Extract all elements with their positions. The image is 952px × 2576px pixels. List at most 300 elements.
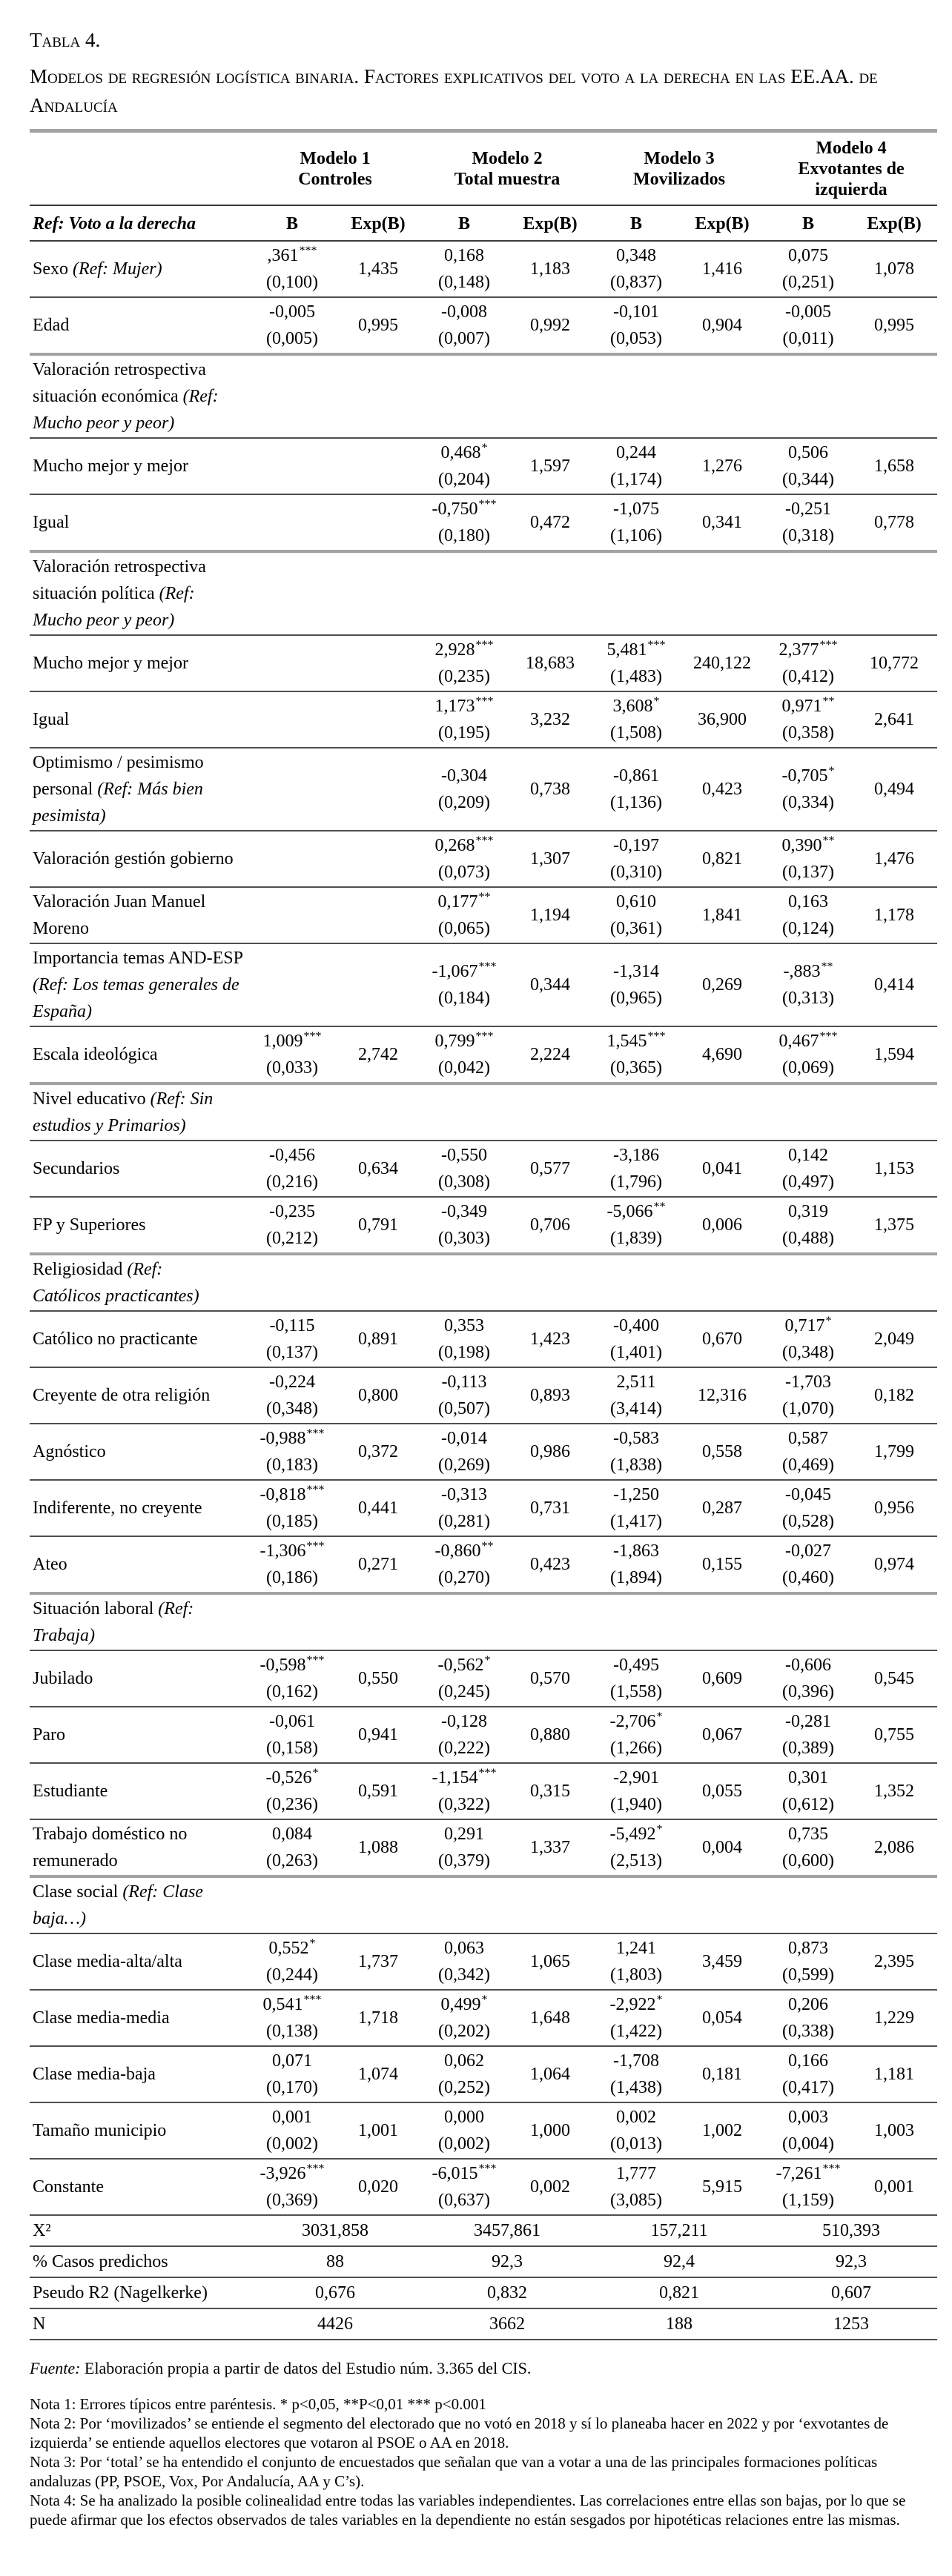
coef-value: -3,186 [613,1146,660,1165]
expb-value: 1,064 [530,2065,570,2084]
coef-cell [249,2046,335,2102]
coef-line [593,1198,679,1225]
coef-value: 0,301 [788,1768,829,1787]
coef-cell [765,2046,851,2102]
significance-stars: * [656,1710,663,1723]
summary-value: 3662 [489,2314,525,2334]
std-error: (1,839) [610,1229,662,1248]
expb-cell [851,943,937,1026]
std-error: (0,342) [438,1965,490,1985]
coef-cell [593,1819,679,1876]
stderr-line [421,720,507,746]
expb-value: 3,232 [530,710,570,729]
coef-value: 0,062 [444,2051,484,2071]
expb-cell [335,1367,421,1424]
coef-line [765,2104,851,2131]
dependent-variable-ref: Ref: Voto a la derecha [30,205,249,241]
std-error: (0,195) [438,723,490,743]
section-text [33,1086,234,1139]
coef-line [421,1142,507,1169]
coef-cell [593,1707,679,1763]
table-row [30,748,937,831]
stderr-line [765,789,851,816]
expb-cell [851,1480,937,1536]
expb-value: 1,435 [358,259,398,279]
summary-value: 3031,858 [302,2221,368,2240]
stderr-line [593,1679,679,1705]
row-label-cell [30,635,249,691]
coef-line [765,1765,851,1791]
row-label-cell [30,297,249,354]
std-error: (0,007) [438,329,490,348]
expb-value: 2,086 [874,1838,915,1857]
expb-cell [335,943,421,1026]
expb-value: 1,074 [358,2065,398,2084]
coef-line [593,2104,679,2131]
row-label: Optimismo / pesimismo personal [33,753,204,799]
stderr-line [421,1339,507,1366]
coef-cell [765,1311,851,1367]
summary-value-cell [593,2277,765,2308]
coef-value: -0,045 [785,1485,832,1504]
significance-stars: * [825,1315,832,1327]
table-row [30,1650,937,1707]
significance-stars: *** [306,1654,325,1667]
summary-value-cell [421,2308,593,2340]
coef-line [765,299,851,325]
table-row [30,494,937,551]
expb-cell [335,635,421,691]
stderr-line [249,1848,335,1874]
expb-cell [335,438,421,494]
row-label: Edad [33,316,70,335]
coef-value: 0,002 [616,2108,657,2127]
summary-value: 0,821 [659,2283,700,2303]
coef-value: 0,348 [616,246,657,265]
coef-line [593,242,679,269]
coef-line [421,1765,507,1791]
expb-cell [679,1367,765,1424]
section-text [33,1879,234,1932]
expb-value: 1,178 [874,906,915,925]
coef-value: 0,291 [444,1825,484,1844]
std-error: (0,252) [438,2078,490,2097]
section-cell [30,1593,937,1650]
coef-value: 0,142 [788,1146,829,1165]
coef-cell [249,1536,335,1593]
expb-value: 0,577 [530,1159,570,1178]
coef-value: 0,499 [440,1995,481,2014]
row-label: Mucho mejor y mejor [33,457,188,476]
row-label: Estudiante [33,1782,108,1801]
coef-value: -1,708 [613,2051,660,2071]
coef-cell [593,748,679,831]
coef-cell [249,1480,335,1536]
coef-value: -0,526 [265,1768,312,1787]
coef-line [421,1369,507,1395]
stderr-line [593,1055,679,1081]
coef-line [421,832,507,859]
coef-value: 0,873 [788,1939,829,1958]
summary-value-cell [421,2215,593,2246]
significance-stars: *** [647,1030,666,1043]
std-error: (0,212) [266,1229,318,1248]
expb-cell [679,297,765,354]
section-text [33,1256,234,1309]
coef-line [249,299,335,325]
expb-value: 0,738 [530,780,570,799]
stderr-line [421,859,507,886]
summary-value-cell [765,2246,937,2277]
expb-value: 0,591 [358,1782,398,1801]
expb-cell [679,1819,765,1876]
row-label: Clase media-baja [33,2065,156,2084]
significance-stars: *** [306,2162,325,2175]
expb-value: 0,755 [874,1725,915,1745]
coef-value: -0,005 [269,302,315,322]
section-ref: (Ref: Católicos practicantes) [33,1260,199,1306]
expb-cell [507,1707,593,1763]
coef-line [593,1028,679,1055]
std-error: (0,497) [782,1172,834,1192]
coef-value: -0,113 [441,1372,487,1392]
expb-value: 1,000 [530,2121,570,2140]
std-error: (0,222) [438,1739,490,1758]
coef-line [249,1708,335,1735]
stderr-line [593,859,679,886]
coef-line [765,693,851,720]
std-error: (1,136) [610,793,662,812]
coef-value: 0,390 [781,836,822,855]
stderr-line [765,1735,851,1762]
stderr-line [765,1339,851,1366]
expb-value: 0,893 [530,1386,570,1405]
coef-cell [593,887,679,943]
expb-cell [679,887,765,943]
expb-cell [335,1707,421,1763]
std-error: (0,148) [438,273,490,292]
stderr-line [249,1452,335,1478]
coef-line [765,1821,851,1848]
coef-value: -0,005 [785,302,832,322]
coef-value: 0,735 [788,1825,829,1844]
expb-cell [335,748,421,831]
coef-cell [593,438,679,494]
coef-line [765,1028,851,1055]
std-error: (0,379) [438,1851,490,1870]
coef-line [421,1481,507,1508]
expb-cell [679,1650,765,1707]
row-label-cell [30,1424,249,1480]
summary-row [30,2215,937,2246]
significance-stars: *** [303,1994,322,2006]
section-text [33,1596,234,1649]
stderr-line [765,859,851,886]
expb-value: 2,395 [874,1952,915,1971]
coef-line [765,889,851,915]
row-label: Igual [33,710,70,729]
std-error: (0,460) [782,1568,834,1587]
summary-value: 1253 [833,2314,870,2334]
row-label: Tamaño municipio [33,2121,167,2140]
stderr-line [249,2074,335,2101]
std-error: (0,005) [266,329,318,348]
coef-cell [593,1763,679,1819]
coef-value: -1,314 [613,962,660,981]
source-note [30,2358,937,2378]
std-error: (0,612) [782,1795,834,1814]
row-label: Escala ideológica [33,1045,158,1064]
model-1-header [249,131,421,206]
coef-line [765,832,851,859]
significance-stars: * [656,1823,663,1836]
expb-cell [851,494,937,551]
expb-cell [335,1536,421,1593]
expb-value: 1,088 [358,1838,398,1857]
coef-cell [249,691,335,748]
expb-cell [335,1990,421,2046]
row-label-cell [30,1763,249,1819]
table-row [30,635,937,691]
coef-line [421,299,507,325]
b-column-header: B [421,205,507,241]
coef-value: -0,606 [785,1656,832,1675]
coef-cell [765,2159,851,2215]
model-name: Modelo 3 [644,149,715,168]
coef-value: -0,235 [269,1202,315,1221]
coef-cell [249,1933,335,1990]
stderr-line [765,1225,851,1252]
note-4: Nota 4: Se ha analizado la posible colinealidad entre todas las variables independientes. Las correlaciones entre ellas son bajas, por lo que se puede afirmar que los efectos observados de tales variables en la dependiente no están sesgados por hipotéticas relaciones entre las mismas. [30,2492,906,2529]
stderr-line [421,2074,507,2101]
std-error: (1,940) [610,1795,662,1814]
stderr-line [765,1395,851,1422]
stderr-line [249,1339,335,1366]
summary-value-cell [765,2215,937,2246]
coef-line [421,637,507,663]
coef-value: 0,268 [434,836,475,855]
expb-value: 0,020 [358,2177,398,2197]
row-label-cell [30,691,249,748]
std-error: (1,174) [610,470,662,489]
coef-cell [593,297,679,354]
stderr-line [421,1508,507,1535]
coef-cell [421,1367,507,1424]
section-row [30,1876,937,1933]
expb-value: 0,054 [702,2008,743,2028]
expb-cell [679,1480,765,1536]
expb-value: 10,772 [870,654,919,673]
std-error: (1,401) [610,1343,662,1362]
significance-stars: *** [475,695,494,708]
std-error: (0,042) [438,1058,490,1078]
coef-cell [421,1480,507,1536]
std-error: (0,183) [266,1455,318,1475]
stderr-line [765,720,851,746]
expb-value: 0,423 [702,780,743,799]
expb-cell [507,1819,593,1876]
std-error: (0,251) [782,273,834,292]
std-error: (2,513) [610,1851,662,1870]
coef-cell [421,1819,507,1876]
coef-value: -1,306 [260,1541,306,1561]
significance-stars: ** [653,1201,666,1213]
table-row [30,2159,937,2215]
expb-value: 1,718 [358,2008,398,2028]
expb-cell [851,1763,937,1819]
expb-value: 0,055 [702,1782,743,1801]
section-label: Clase social [33,1882,119,1902]
stderr-line [249,1395,335,1422]
row-label-cell [30,1026,249,1083]
section-row [30,551,937,635]
coef-value: 0,003 [788,2108,829,2127]
table-row [30,1480,937,1536]
stderr-line [593,1564,679,1591]
std-error: (0,235) [438,667,490,686]
significance-stars: * [312,1767,319,1779]
significance-stars: *** [819,639,838,651]
stderr-line [593,1452,679,1478]
expb-cell [507,2102,593,2159]
stderr-line [421,1791,507,1818]
stderr-line [765,2018,851,2045]
std-error: (0,507) [438,1399,490,1418]
section-cell [30,1254,937,1311]
note-2: Nota 2: Por ‘movilizados’ se entiende el segmento del electorado que no votó en 2018 y sí lo planeaba hacer en 2022 y por ‘exvotantes de izquierda’ se entiende aquellos electores que votaron al PSOE o AA en 2018. [30,2414,889,2451]
section-row [30,354,937,438]
expb-value: 1,648 [530,2008,570,2028]
row-label-cell [30,831,249,887]
coef-line [249,1652,335,1679]
expb-value: 0,634 [358,1159,398,1178]
expb-cell [507,297,593,354]
expb-column-header: Exp(B) [851,205,937,241]
expb-cell [335,1197,421,1254]
expb-cell [679,1933,765,1990]
std-error: (0,313) [782,989,834,1008]
table-row [30,1707,937,1763]
expb-cell [679,494,765,551]
std-error: (0,263) [266,1851,318,1870]
regression-table [30,129,937,2340]
std-error: (0,338) [782,2022,834,2041]
expb-cell [851,1197,937,1254]
coef-line [593,763,679,789]
stderr-line [765,985,851,1012]
coef-line [765,1369,851,1395]
expb-value: 0,974 [874,1555,915,1574]
expb-value: 0,494 [874,780,915,799]
summary-label: Pseudo R2 (Nagelkerke) [30,2277,249,2308]
coef-line [421,496,507,522]
section-cell [30,1083,937,1141]
coef-value: -0,860 [434,1541,481,1561]
row-label-cell [30,241,249,297]
coef-line [249,1369,335,1395]
coef-value: -2,706 [609,1712,656,1731]
coef-cell [765,1141,851,1197]
table-notes [30,2394,925,2529]
expb-cell [851,1536,937,1593]
coef-value: 0,552 [268,1939,309,1958]
coef-value: -0,281 [785,1712,832,1731]
stderr-line [421,2187,507,2214]
coef-cell [421,831,507,887]
section-text [33,356,234,436]
std-error: (0,170) [266,2078,318,2097]
expb-value: 1,476 [874,849,915,869]
std-error: (0,365) [610,1058,662,1078]
std-error: (0,269) [438,1455,490,1475]
expb-column-header: Exp(B) [679,205,765,241]
coef-value: 2,928 [434,640,475,660]
coef-value: -0,598 [260,1656,306,1675]
expb-value: 1,352 [874,1782,915,1801]
coef-cell [249,2102,335,2159]
expb-cell [851,1707,937,1763]
coef-value: -0,101 [613,302,660,322]
row-label-cell [30,494,249,551]
coef-line [765,1708,851,1735]
expb-cell [679,1536,765,1593]
coef-line [421,1425,507,1452]
std-error: (1,070) [782,1399,834,1418]
expb-cell [679,1311,765,1367]
summary-value-cell [249,2308,421,2340]
expb-cell [507,1026,593,1083]
coef-value: ,361 [267,246,299,265]
table-row [30,1763,937,1819]
summary-value: 92,3 [836,2252,867,2271]
stderr-line [765,663,851,690]
std-error: (0,202) [438,2022,490,2041]
coef-value: -0,313 [441,1485,487,1504]
stderr-line [765,1791,851,1818]
coef-value: -1,863 [613,1541,660,1561]
std-error: (0,417) [782,2078,834,2097]
row-label: Indiferente, no creyente [33,1498,202,1518]
coef-cell [421,241,507,297]
expb-value: 0,609 [702,1669,743,1688]
coef-cell [421,1707,507,1763]
coef-line [765,1198,851,1225]
expb-value: 1,153 [874,1159,915,1178]
row-label: Valoración Juan Manuel Moreno [33,892,206,938]
std-error: (1,838) [610,1455,662,1475]
stderr-line [593,985,679,1012]
row-label-cell [30,1480,249,1536]
coef-cell [593,943,679,1026]
coef-line [765,1538,851,1564]
coef-line [765,242,851,269]
coef-value: -0,400 [613,1316,660,1335]
coef-cell [765,1819,851,1876]
coef-value: 0,506 [788,443,829,462]
significance-stars: ** [478,891,491,903]
expb-cell [851,831,937,887]
stderr-line [421,663,507,690]
coef-line [765,2160,851,2187]
expb-cell [679,1763,765,1819]
coef-value: -1,067 [432,962,478,981]
table-row [30,1026,937,1083]
significance-stars: *** [478,2162,497,2175]
expb-value: 1,375 [874,1215,915,1235]
stderr-line [421,1452,507,1478]
stderr-line [765,325,851,352]
coef-cell [593,635,679,691]
